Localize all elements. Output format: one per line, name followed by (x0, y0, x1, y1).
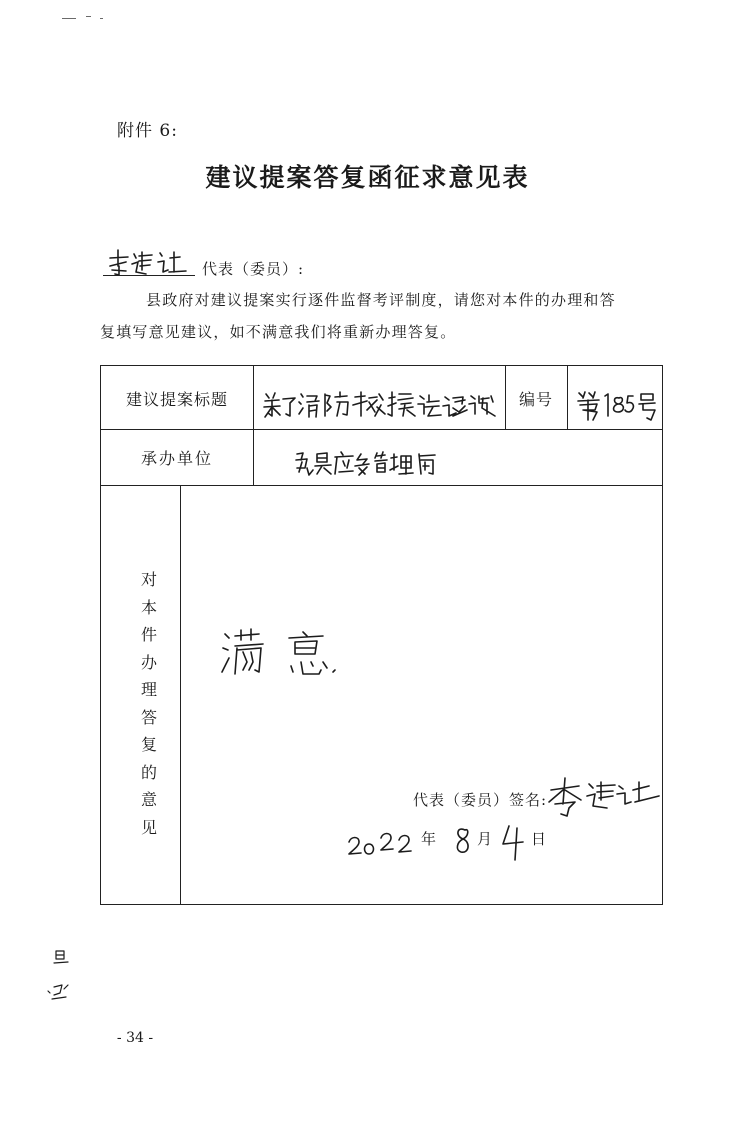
handwritten-proposal-title (263, 388, 499, 424)
scan-specks (62, 12, 122, 22)
name-underline (103, 275, 195, 276)
col-divider-opinion (180, 485, 181, 904)
attachment-label: 附件 6: (117, 121, 178, 141)
row-divider-2 (101, 485, 662, 486)
stamp-marks (40, 945, 80, 1015)
col-divider-number-value (567, 366, 568, 429)
title-label: 建议提案标题 (125, 390, 228, 409)
handwritten-proposal-number (575, 388, 659, 426)
document-title: 建议提案答复函征求意见表 (205, 163, 530, 192)
month-unit: 月 (477, 830, 493, 848)
col-divider-unit (253, 429, 254, 485)
instruction-paragraph-line-1: 县政府对建议提案实行逐件监督考评制度，请您对本件的办理和答 (146, 291, 616, 309)
addressee-suffix: 代表（委员）: (202, 260, 305, 278)
opinion-form-table (100, 365, 663, 905)
day-unit: 日 (531, 830, 547, 848)
handwritten-year (347, 832, 421, 862)
number-label: 编号 (518, 390, 553, 409)
handwritten-signature (545, 776, 663, 822)
page-number: - 34 - (116, 1030, 154, 1046)
handwritten-opinion (219, 626, 349, 686)
handwritten-month (453, 824, 473, 860)
instruction-paragraph-line-2: 复填写意见建议，如不满意我们将重新办理答复。 (100, 323, 457, 341)
handwritten-addressee-name (106, 244, 198, 282)
year-unit: 年 (421, 830, 437, 848)
opinion-label: 对本件办理答复的意见 (140, 570, 157, 837)
unit-label: 承办单位 (140, 449, 213, 468)
handwritten-day (501, 822, 525, 866)
handwritten-handling-unit (293, 448, 443, 482)
signature-label: 代表（委员）签名: (413, 791, 548, 809)
col-divider-title (253, 366, 254, 429)
row-divider-1 (101, 429, 662, 430)
